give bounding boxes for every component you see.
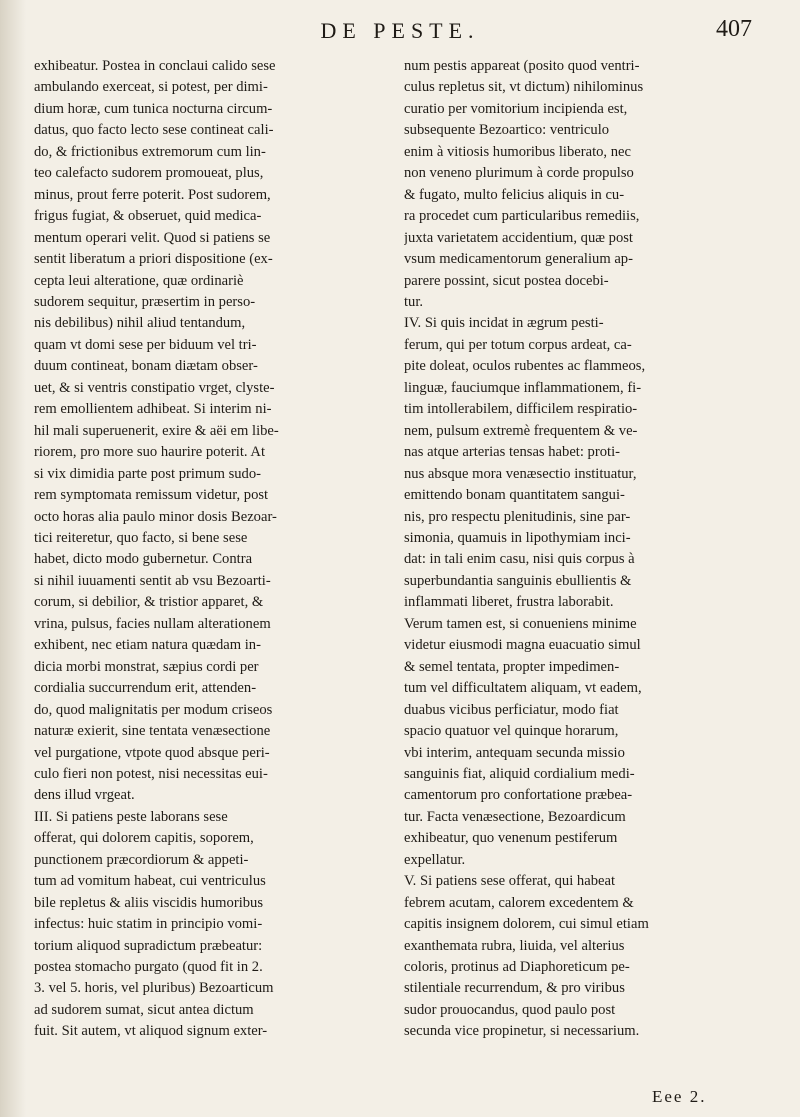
text-line: vsum medicamentorum generalium ap- — [404, 251, 633, 268]
text-line: expellatur. — [404, 851, 466, 868]
text-line: infectus: huic statim in principio vomi- — [34, 916, 263, 933]
text-line: duabus vicibus perficiatur, modo fiat — [404, 701, 619, 718]
text-line: & semel tentata, propter impedimen- — [404, 658, 620, 675]
text-line: IV. Si quis incidat in ægrum pesti- — [404, 315, 604, 332]
text-line: corum, si debilior, & tristior apparet, & — [34, 594, 264, 611]
text-line: postea stomacho purgato (quod fit in 2. — [34, 959, 263, 976]
text-line: coloris, protinus ad Diaphoreticum pe- — [404, 959, 630, 976]
text-line: dicia morbi monstrat, sæpius cordi per — [34, 658, 259, 675]
text-line: dat: in tali enim casu, nisi quis corpus à — [404, 551, 635, 568]
text-line: punctionem præcordiorum & appeti- — [34, 851, 249, 868]
text-line: naturæ exierit, sine tentata venæsectione — [34, 723, 271, 740]
text-line: do, & frictionibus extremorum cum lin- — [34, 143, 266, 160]
text-line: V. Si patiens sese offerat, qui habeat — [404, 873, 616, 890]
text-line: spacio quatuor vel quinque horarum, — [404, 723, 619, 740]
text-line: curatio per vomitorium incipienda est, — [404, 100, 628, 117]
text-line: juxta varietatem accidentium, quæ post — [404, 229, 633, 246]
text-line: datus, quo facto lecto sese contineat cali- — [34, 122, 274, 139]
left-text-column — [34, 56, 389, 1043]
text-line: vrina, pulsus, facies nullam alterationem — [34, 615, 271, 632]
text-line: teo calefacto sudorem promoueat, plus, — [34, 165, 264, 182]
text-line: tici reiteretur, quo facto, si bene sese — [34, 529, 248, 546]
text-line: sudorem sequitur, præsertim in perso- — [34, 293, 256, 310]
text-line: dium horæ, cum tunica nocturna circum- — [34, 100, 273, 117]
text-line: III. Si patiens peste laborans sese — [34, 808, 228, 825]
text-line: capitis insignem dolorem, cui simul etiam — [404, 916, 649, 933]
text-line: ra procedet cum particularibus remediis, — [404, 208, 640, 225]
text-line: tum vel difficultatem aliquam, vt eadem, — [404, 680, 642, 697]
text-line: dens illud vrgeat. — [34, 787, 135, 804]
catchword: Eee 2. — [652, 1087, 707, 1106]
text-line: minus, prout ferre poterit. Post sudorem, — [34, 186, 271, 203]
text-line: subsequente Bezoartico: ventriculo — [404, 122, 610, 139]
text-line: hil mali superuenerit, exire & aëi em libe- — [34, 422, 279, 439]
text-line: habet, dicto modo gubernetur. Contra — [34, 551, 253, 568]
text-line: rem emollientem adhibeat. Si interim ni- — [34, 401, 272, 418]
text-line: si vix dimidia parte post primum sudo- — [34, 465, 261, 482]
text-line: si nihil iuuamenti sentit ab vsu Bezoarti- — [34, 572, 271, 589]
text-line: ferum, qui per totum corpus ardeat, ca- — [404, 336, 632, 353]
text-line: tim intollerabilem, difficilem respiratio- — [404, 401, 638, 418]
text-line: tur. — [404, 293, 424, 310]
text-line: fuit. Sit autem, vt aliquod signum exter- — [34, 1023, 268, 1040]
text-line: & fugato, multo felicius aliquis in cu- — [404, 186, 625, 203]
page-header — [0, 8, 800, 48]
text-line: exanthemata rubra, liuida, vel alterius — [404, 937, 625, 954]
text-line: quam vt domi sese per biduum vel tri- — [34, 336, 257, 353]
text-line: do, quod malignitatis per modum criseos — [34, 701, 273, 718]
text-line: torium aliquod supradictum præbeatur: — [34, 937, 263, 954]
text-line: uet, & si ventris constipatio vrget, clyste- — [34, 379, 275, 396]
text-line: nas atque arterias tensas habet: proti- — [404, 444, 620, 461]
text-line: febrem acutam, calorem excedentem & — [404, 894, 634, 911]
text-line: riorem, pro more suo haurire poterit. At — [34, 444, 266, 461]
text-line: nis debilibus) nihil aliud tentandum, — [34, 315, 246, 332]
text-line: tur. Facta venæsectione, Bezoardicum — [404, 808, 626, 825]
right-text-column — [404, 56, 759, 1043]
text-line: vbi interim, antequam secunda missio — [404, 744, 625, 761]
text-line: nus absque mora venæsectio instituatur, — [404, 465, 637, 482]
text-line: inflammati liberet, frustra laborabit. — [404, 594, 614, 611]
text-line: sanguinis fiat, aliquid cordialium medi- — [404, 765, 635, 782]
text-line: pite doleat, oculos rubentes ac flammeos, — [404, 358, 646, 375]
text-line: sentit liberatum a priori dispositione (ex- — [34, 251, 273, 268]
text-line: linguæ, fauciumque inflammationem, fi- — [404, 379, 642, 396]
text-line: mentum operari velit. Quod si patiens se — [34, 229, 271, 246]
text-line: exhibeatur. Postea in conclaui calido sese — [34, 58, 276, 74]
text-line: num pestis appareat (posito quod ventri- — [404, 58, 640, 74]
text-line: secunda vice propinetur, si necessarium. — [404, 1023, 640, 1040]
text-line: sudor prouocandus, quod paulo post — [404, 1001, 616, 1018]
text-line: simonia, quamuis in lipothymiam inci- — [404, 529, 631, 546]
text-line: duum contineat, bonam diætam obser- — [34, 358, 258, 375]
text-line: camentorum pro confortatione præbea- — [404, 787, 633, 804]
text-line: bile repletus & aliis viscidis humoribus — [34, 894, 264, 911]
text-line: nis, pro respectu plenitudinis, sine par- — [404, 508, 631, 525]
text-line: octo horas alia paulo minor dosis Bezoar- — [34, 508, 277, 525]
text-line: superbundantia sanguinis ebullientis & — [404, 572, 632, 589]
text-line: cepta leui alteratione, quæ ordinariè — [34, 272, 244, 289]
text-line: vel purgatione, vtpote quod absque peri- — [34, 744, 270, 761]
text-line: exhibent, nec etiam natura quædam in- — [34, 637, 261, 654]
text-line: non veneno plurimum à corde propulso — [404, 165, 634, 182]
text-line: frigus fugiat, & obseruet, quid medica- — [34, 208, 262, 225]
text-line: ad sudorem sumat, sicut antea dictum — [34, 1001, 254, 1018]
text-line: rem symptomata remissum videtur, post — [34, 487, 269, 504]
text-line: videtur eiusmodi magna euacuatio simul — [404, 637, 641, 654]
text-line: emittendo bonam quantitatem sangui- — [404, 487, 625, 504]
page-number: 407 — [716, 16, 752, 42]
text-line: ambulando exerceat, si potest, per dimi- — [34, 79, 268, 96]
text-line: 3. vel 5. horis, vel pluribus) Bezoarticum — [34, 980, 274, 997]
running-head: DE PESTE. — [320, 18, 480, 43]
text-line: Verum tamen est, si conueniens minime — [404, 615, 637, 632]
text-line: parere possint, sicut postea docebi- — [404, 272, 609, 289]
text-line: nem, pulsum extremè frequentem & ve- — [404, 422, 638, 439]
text-line: tum ad vomitum habeat, cui ventriculus — [34, 873, 266, 890]
text-line: enim à vitiosis humoribus liberato, nec — [404, 143, 631, 160]
text-line: culus repletus sit, vt dictum) nihilominus — [404, 79, 644, 96]
text-line: exhibeatur, quo venenum pestiferum — [404, 830, 618, 847]
page-gutter-shadow — [0, 0, 26, 1117]
text-line: culo fieri non potest, nisi necessitas eui- — [34, 765, 268, 782]
text-line: stilentiale recurrendum, & pro viribus — [404, 980, 625, 997]
text-line: offerat, qui dolorem capitis, soporem, — [34, 830, 254, 847]
text-line: cordialia succurrendum erit, attenden- — [34, 680, 257, 697]
